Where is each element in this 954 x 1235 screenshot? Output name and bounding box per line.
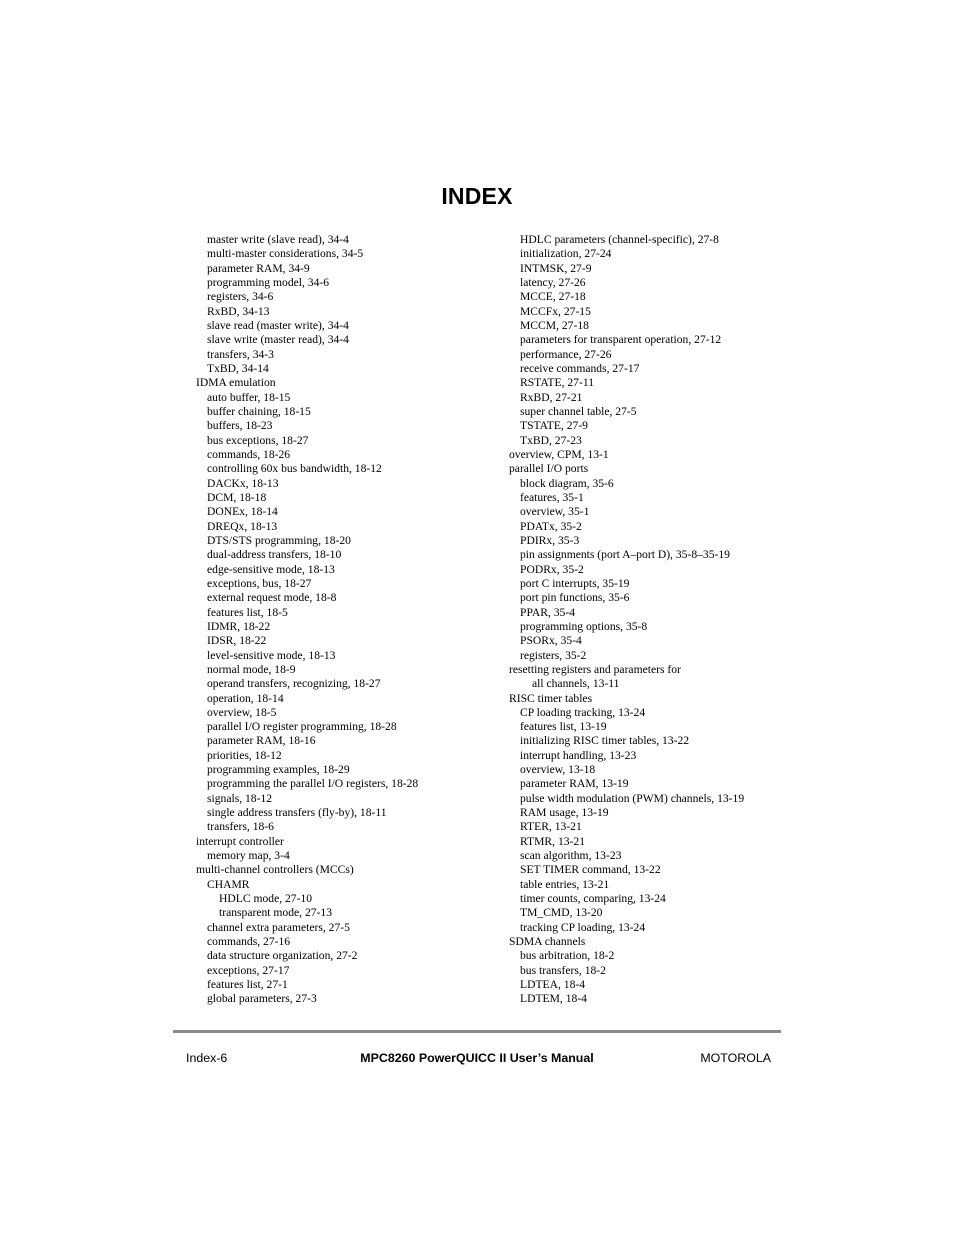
index-entry: master write (slave read), 34-4 bbox=[207, 233, 349, 246]
index-entry: TSTATE, 27-9 bbox=[520, 419, 588, 433]
index-entry: SDMA channels bbox=[509, 935, 586, 949]
index-entry: resetting registers and parameters for bbox=[509, 662, 681, 676]
index-entry: tracking CP loading, 13-24 bbox=[520, 920, 646, 934]
index-entry: MCCE, 27-18 bbox=[520, 290, 586, 304]
page-title: INDEX bbox=[441, 183, 513, 209]
index-entry: CP loading tracking, 13-24 bbox=[520, 705, 646, 719]
index-entry: level-sensitive mode, 18-13 bbox=[207, 648, 336, 662]
index-entry: parameter RAM, 34-9 bbox=[207, 261, 310, 275]
index-entry: TM_CMD, 13-20 bbox=[520, 906, 603, 920]
index-entry: transfers, 18-6 bbox=[207, 820, 274, 834]
index-entry: scan algorithm, 13-23 bbox=[520, 849, 622, 863]
index-entry: interrupt handling, 13-23 bbox=[520, 748, 637, 762]
index-entry: HDLC mode, 27-10 bbox=[219, 892, 313, 906]
index-entry: RxBD, 27-21 bbox=[520, 390, 583, 404]
index-entry: overview, 18-5 bbox=[207, 705, 277, 719]
index-entry: MCCM, 27-18 bbox=[520, 318, 589, 332]
index-entry: initializing RISC timer tables, 13-22 bbox=[520, 734, 690, 748]
index-entry: DTS/STS programming, 18-20 bbox=[207, 533, 351, 547]
index-entry: INTMSK, 27-9 bbox=[520, 261, 592, 275]
index-entry: signals, 18-12 bbox=[207, 791, 273, 805]
index-entry: registers, 35-2 bbox=[520, 648, 587, 662]
index-entry: port pin functions, 35-6 bbox=[520, 591, 630, 605]
index-entry: features list, 27-1 bbox=[207, 978, 288, 992]
index-entry: RSTATE, 27-11 bbox=[520, 376, 594, 390]
index-entry: parallel I/O register programming, 18-28 bbox=[207, 720, 397, 734]
index-entry: programming options, 35-8 bbox=[520, 619, 648, 633]
index-entry: multi-master considerations, 34-5 bbox=[207, 247, 364, 261]
footer-page-number: Index-6 bbox=[186, 1051, 228, 1065]
index-entry: operand transfers, recognizing, 18-27 bbox=[207, 677, 381, 691]
index-entry: PDATx, 35-2 bbox=[520, 519, 582, 533]
index-entry: HDLC parameters (channel-specific), 27-8 bbox=[520, 233, 719, 246]
index-entry: MCCFx, 27-15 bbox=[520, 304, 591, 318]
index-entry: IDSR, 18-22 bbox=[207, 634, 267, 648]
index-entry: overview, 35-1 bbox=[520, 505, 590, 519]
index-entry: bus arbitration, 18-2 bbox=[520, 949, 615, 963]
index-entry: PODRx, 35-2 bbox=[520, 562, 584, 576]
index-entry: receive commands, 27-17 bbox=[520, 361, 640, 375]
index-entry: pin assignments (port A–port D), 35-8–35-19 bbox=[520, 548, 730, 562]
index-entry: DCM, 18-18 bbox=[207, 490, 267, 504]
index-entry: dual-address transfers, 18-10 bbox=[207, 548, 342, 562]
index-entry: RISC timer tables bbox=[509, 691, 593, 705]
index-entry: slave write (master read), 34-4 bbox=[207, 333, 349, 347]
index-entry: TxBD, 27-23 bbox=[520, 433, 582, 447]
index-entry: programming the parallel I/O registers, 18-28 bbox=[207, 777, 419, 791]
index-entry: normal mode, 18-9 bbox=[207, 662, 296, 676]
index-entry: overview, 13-18 bbox=[520, 763, 596, 777]
footer-manual-title: MPC8260 PowerQUICC II User’s Manual bbox=[360, 1051, 594, 1065]
index-entry: timer counts, comparing, 13-24 bbox=[520, 892, 666, 906]
index-entry: parameter RAM, 13-19 bbox=[520, 777, 629, 791]
index-entry: features list, 18-5 bbox=[207, 605, 288, 619]
index-entry: LDTEM, 18-4 bbox=[520, 992, 587, 1006]
index-entry: performance, 27-26 bbox=[520, 347, 612, 361]
index-entry: latency, 27-26 bbox=[520, 275, 586, 289]
index-entry: bus transfers, 18-2 bbox=[520, 963, 606, 977]
index-entry: parallel I/O ports bbox=[509, 462, 589, 476]
footer-rule bbox=[173, 1030, 781, 1033]
index-entry: PPAR, 35-4 bbox=[520, 605, 575, 619]
index-entry: DONEx, 18-14 bbox=[207, 505, 278, 519]
index-column-left bbox=[196, 233, 418, 1007]
index-entry: channel extra parameters, 27-5 bbox=[207, 920, 350, 934]
index-entry: PSORx, 35-4 bbox=[520, 634, 582, 648]
index-entry: SET TIMER command, 13-22 bbox=[520, 863, 661, 877]
index-entry: priorities, 18-12 bbox=[207, 748, 282, 762]
index-entry: operation, 18-14 bbox=[207, 691, 284, 705]
index-entry: single address transfers (fly-by), 18-11 bbox=[207, 806, 387, 820]
index-entry: buffer chaining, 18-15 bbox=[207, 404, 311, 418]
index-entry: table entries, 13-21 bbox=[520, 877, 610, 891]
index-entry: RTMR, 13-21 bbox=[520, 834, 586, 848]
index-entry: registers, 34-6 bbox=[207, 290, 274, 304]
index-entry: auto buffer, 18-15 bbox=[207, 390, 291, 404]
index-entry: programming examples, 18-29 bbox=[207, 763, 350, 777]
index-entry: external request mode, 18-8 bbox=[207, 591, 337, 605]
index-entry: IDMA emulation bbox=[196, 376, 276, 390]
index-entry: edge-sensitive mode, 18-13 bbox=[207, 562, 335, 576]
index-entry: exceptions, bus, 18-27 bbox=[207, 576, 312, 590]
index-entry: RxBD, 34-13 bbox=[207, 304, 270, 318]
index-entry: block diagram, 35-6 bbox=[520, 476, 614, 490]
index-entry: commands, 18-26 bbox=[207, 447, 291, 461]
index-entry: IDMR, 18-22 bbox=[207, 619, 271, 633]
index-entry: port C interrupts, 35-19 bbox=[520, 576, 630, 590]
index-entry: initialization, 27-24 bbox=[520, 247, 612, 261]
index-entry: CHAMR bbox=[207, 877, 250, 891]
index-entry: transparent mode, 27-13 bbox=[219, 906, 333, 920]
index-entry: overview, CPM, 13-1 bbox=[509, 447, 609, 461]
index-entry: features list, 13-19 bbox=[520, 720, 607, 734]
index-entry: multi-channel controllers (MCCs) bbox=[196, 863, 354, 877]
index-entry: parameters for transparent operation, 27-12 bbox=[520, 333, 722, 347]
index-column-right bbox=[509, 233, 744, 1007]
index-entry: features, 35-1 bbox=[520, 490, 584, 504]
index-entry: parameter RAM, 18-16 bbox=[207, 734, 316, 748]
index-entry: PDIRx, 35-3 bbox=[520, 533, 580, 547]
index-entry: TxBD, 34-14 bbox=[207, 361, 269, 375]
index-entry: interrupt controller bbox=[196, 834, 284, 848]
index-entry: exceptions, 27-17 bbox=[207, 963, 290, 977]
index-entry: DREQx, 18-13 bbox=[207, 519, 278, 533]
index-entry: slave read (master write), 34-4 bbox=[207, 318, 349, 332]
index-entry: global parameters, 27-3 bbox=[207, 992, 317, 1006]
index-entry: pulse width modulation (PWM) channels, 13-19 bbox=[520, 791, 745, 805]
index-entry: memory map, 3-4 bbox=[207, 849, 290, 863]
index-entry: RTER, 13-21 bbox=[520, 820, 582, 834]
index-entry: programming model, 34-6 bbox=[207, 275, 330, 289]
index-entry: controlling 60x bus bandwidth, 18-12 bbox=[207, 462, 382, 476]
index-entry: RAM usage, 13-19 bbox=[520, 806, 609, 820]
index-entry: LDTEA, 18-4 bbox=[520, 978, 586, 992]
index-entry: transfers, 34-3 bbox=[207, 347, 274, 361]
index-entry: DACKx, 18-13 bbox=[207, 476, 279, 490]
index-entry: commands, 27-16 bbox=[207, 935, 291, 949]
index-entry: buffers, 18-23 bbox=[207, 419, 273, 433]
index-entry: data structure organization, 27-2 bbox=[207, 949, 358, 963]
index-entry: bus exceptions, 18-27 bbox=[207, 433, 309, 447]
index-entry: all channels, 13-11 bbox=[532, 677, 620, 691]
footer-publisher: MOTOROLA bbox=[700, 1051, 771, 1065]
index-entry: super channel table, 27-5 bbox=[520, 404, 637, 418]
